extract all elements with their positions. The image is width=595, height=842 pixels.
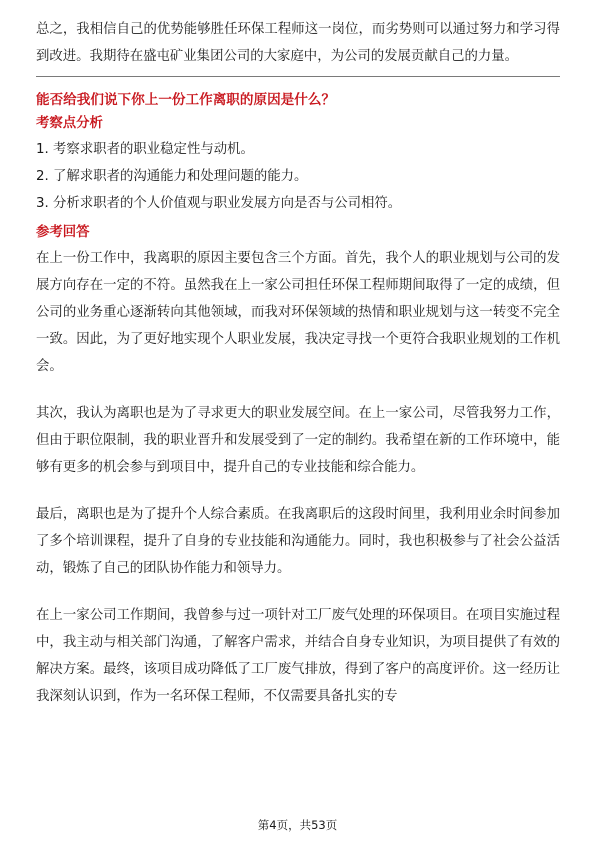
intro-paragraph: 总之，我相信自己的优势能够胜任环保工程师这一岗位，而劣势则可以通过努力和学习得到改进。我期待在盛屯矿业集团公司的大家庭中，为公司的发展贡献自己的力量。 <box>36 22 560 64</box>
analysis-list <box>36 136 560 217</box>
analysis-item: 1. 考察求职者的职业稳定性与动机。 <box>36 142 254 157</box>
answer-paragraph: 在上一家公司工作期间，我曾参与过一项针对工厂废气处理的环保项目。在项目实施过程中，我主动与相关部门沟通，了解客户需求，并结合自身专业知识，为项目提供了有效的解决方案。最终，该项目成功降低了工厂废气排放，得到了客户的高度评价。这一经历让我深刻认识到，作为一名环保工程师，不仅需要具备扎实的专 <box>36 608 560 704</box>
analysis-heading: 考察点分析 <box>36 116 103 131</box>
answer-paragraph: 在上一份工作中，我离职的原因主要包含三个方面。首先，我个人的职业规划与公司的发展方向存在一定的不符。虽然我在上一家公司担任环保工程师期间取得了一定的成绩，但公司的业务重心逐渐转向其他领域，而我对环保领域的热情和职业规划与这一转变不完全一致。因此，为了更好地实现个人职业发展，我决定寻找一个更符合我职业规划的工作机会。 <box>36 251 560 374</box>
answer-heading: 参考回答 <box>36 225 90 240</box>
page-content <box>36 16 560 710</box>
section-divider <box>36 76 560 77</box>
interview-question: 能否给我们说下你上一份工作离职的原因是什么？ <box>36 92 336 108</box>
answer-paragraph: 其次，我认为离职也是为了寻求更大的职业发展空间。在上一家公司，尽管我努力工作，但由于职位限制，我的职业晋升和发展受到了一定的制约。我希望在新的工作环境中，能够有更多的机会参与到项目中，提升自己的专业技能和综合能力。 <box>36 406 560 475</box>
answer-paragraph: 最后，离职也是为了提升个人综合素质。在我离职后的这段时间里，我利用业余时间参加了多个培训课程，提升了自身的专业技能和沟通能力。同时，我也积极参与了社会公益活动，锻炼了自己的团队协作能力和领导力。 <box>36 507 560 576</box>
page-number: 第4页，共53页 <box>257 818 338 832</box>
analysis-item: 2. 了解求职者的沟通能力和处理问题的能力。 <box>36 169 308 184</box>
analysis-item: 3. 分析求职者的个人价值观与职业发展方向是否与公司相符。 <box>36 196 402 211</box>
